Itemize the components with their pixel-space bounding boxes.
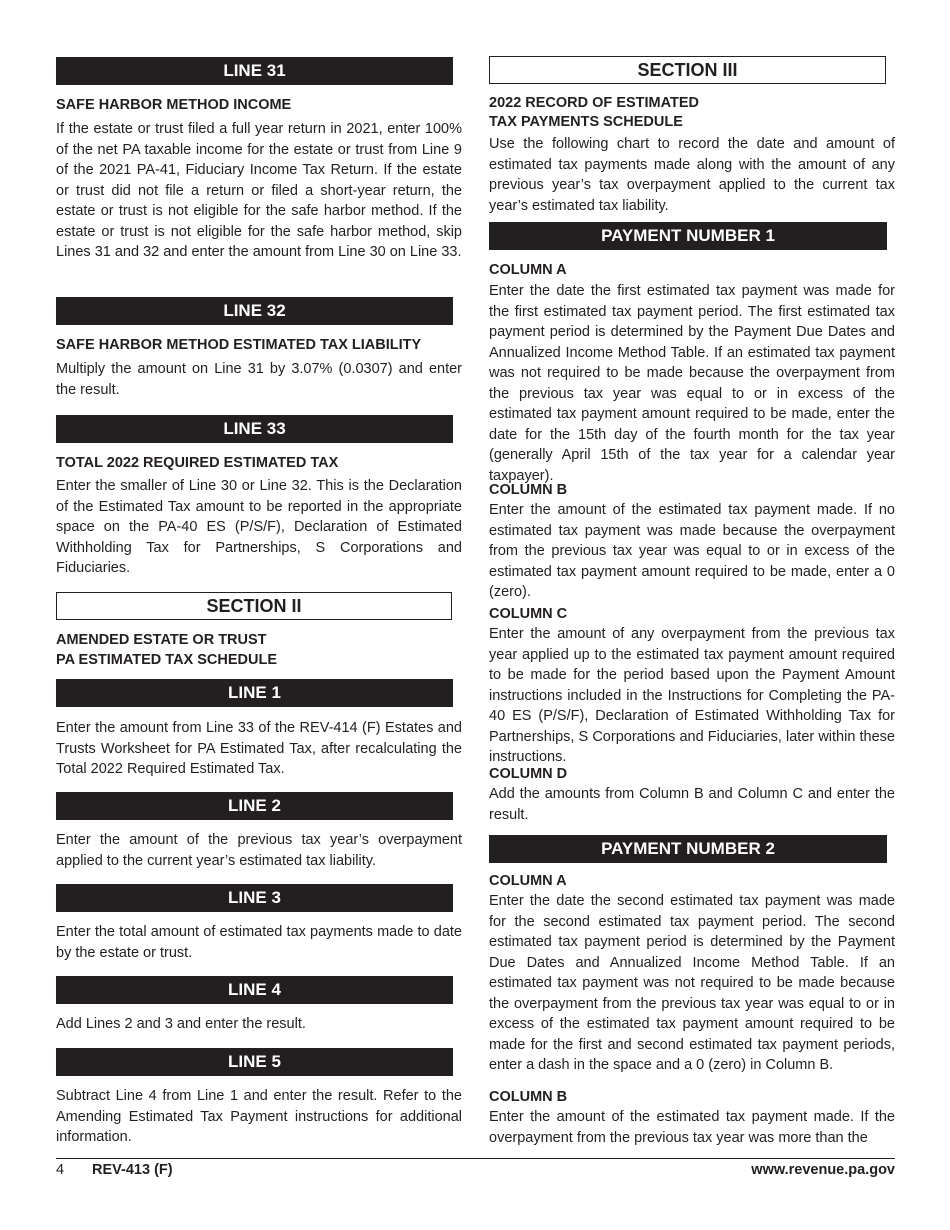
- line3-text: Enter the total amount of estimated tax payments made to date by the estate or trust.: [56, 924, 462, 961]
- line31-header: LINE 31: [56, 57, 453, 85]
- line1-header: LINE 1: [56, 679, 453, 707]
- line2-text: Enter the amount of the previous tax year’s overpayment applied to the current year’s estimated tax liability.: [56, 832, 462, 869]
- line31-text: If the estate or trust filed a full year return in 2021, enter 100% of the net PA taxable income for the estate or trust from Line 9 of the 2021 PA-41, Fiduciary Income Tax Return. If the estate or trust did not file a return or filed a short-year return, the estate or trust is not eligible for the safe harbor method. If the estate or trust is not eligible for the safe harbor method, skip Lines 31 and 32 and enter the amount from Line 30 on Line 33.: [56, 121, 462, 260]
- form-id: REV-413 (F): [92, 1162, 173, 1178]
- payment1-header: PAYMENT NUMBER 1: [489, 222, 887, 250]
- line3-header: LINE 3: [56, 884, 453, 912]
- line4-text: Add Lines 2 and 3 and enter the result.: [56, 1016, 306, 1032]
- line5-header: LINE 5: [56, 1048, 453, 1076]
- footer-rule: [56, 1158, 895, 1159]
- payment2-colB-text: Enter the amount of the estimated tax payment made. If the overpayment from the previous tax year was more than the: [489, 1109, 895, 1146]
- line33-text: Enter the smaller of Line 30 or Line 32. This is the Declaration of the Estimated Tax amount to be reported in the appropriate space on the PA-40 ES (P/S/F), Declaration of Estimated Withholding Tax for Partnerships, S Corporations and Fiduciaries.: [56, 478, 462, 576]
- section3-header: SECTION III: [489, 56, 886, 84]
- payment1-colD-text: Add the amounts from Column B and Column C and enter the result.: [489, 786, 895, 823]
- section3-text: Use the following chart to record the date and amount of estimated tax payments made along with the amount of any previous year’s tax overpayment applied to the current tax year’s estimated tax liability.: [489, 136, 895, 214]
- payment2-colA-heading: COLUMN A: [489, 873, 567, 889]
- payment2-colA-text: Enter the date the second estimated tax payment was made for the second estimated tax payment period. The second estimated tax payment period is determined by the Payment Due Dates and Annualized Income Method Table. If an estimated tax payment was not required to be made because the overpayment from the previous tax year was equal to or in excess of the estimated tax payment amount required to be made for the first and second estimated tax payment periods, enter a dash in the space and a 0 (zero) in Column B.: [489, 893, 895, 1073]
- section2-heading-line2: PA ESTIMATED TAX SCHEDULE: [56, 652, 277, 668]
- payment2-colB-heading: COLUMN B: [489, 1089, 568, 1105]
- payment1-colB-heading: COLUMN B: [489, 482, 568, 498]
- payment2-header: PAYMENT NUMBER 2: [489, 835, 887, 863]
- line32-text: Multiply the amount on Line 31 by 3.07% (0.0307) and enter the result.: [56, 361, 462, 398]
- line1-text: Enter the amount from Line 33 of the REV-414 (F) Estates and Trusts Worksheet for PA Estimated Tax, after recalculating the Total 2022 Required Estimated Tax.: [56, 720, 462, 777]
- line2-header: LINE 2: [56, 792, 453, 820]
- line33-heading: TOTAL 2022 REQUIRED ESTIMATED TAX: [56, 455, 339, 471]
- section2-heading-line1: AMENDED ESTATE OR TRUST: [56, 632, 267, 648]
- payment1-colC-text: Enter the amount of any overpayment from the previous tax year applied up to the estimated tax payment amount required to be made for the period based upon the Payment Amount instructions included in the Instructions for Completing the PA-40 ES (P/S/F), Declaration of Estimated Withholding Tax for Partnerships, S Corporations and Fiduciaries, later within these instructions.: [489, 626, 895, 765]
- payment1-colA-text: Enter the date the first estimated tax payment was made for the first estimated tax payment period. The first estimated tax payment period is determined by the Payment Due Dates and Annualized Income Method Table. If an estimated tax payment was not required to be made because the overpayment from the previous tax year was equal to or in excess of the estimated tax payment amount required to be made, enter the date for the 15th day of the fourth month for the tax year (generally April 15th of the tax year for a calendar year taxpayer).: [489, 283, 895, 484]
- line5-text: Subtract Line 4 from Line 1 and enter the result. Refer to the Amending Estimated Tax Payment instructions for additional information.: [56, 1088, 462, 1145]
- line31-heading: SAFE HARBOR METHOD INCOME: [56, 97, 292, 113]
- line32-header: LINE 32: [56, 297, 453, 325]
- section3-heading-line1: 2022 RECORD OF ESTIMATED: [489, 95, 700, 111]
- line32-heading: SAFE HARBOR METHOD ESTIMATED TAX LIABILITY: [56, 337, 422, 353]
- section2-header: SECTION II: [56, 592, 452, 620]
- payment1-colC-heading: COLUMN C: [489, 606, 568, 622]
- section3-heading-line2: TAX PAYMENTS SCHEDULE: [489, 114, 683, 130]
- page-number: 4: [56, 1162, 65, 1178]
- payment1-colA-heading: COLUMN A: [489, 262, 567, 278]
- line4-header: LINE 4: [56, 976, 453, 1004]
- website-link[interactable]: www.revenue.pa.gov: [751, 1162, 895, 1178]
- line33-header: LINE 33: [56, 415, 453, 443]
- payment1-colD-heading: COLUMN D: [489, 766, 568, 782]
- payment1-colB-text: Enter the amount of the estimated tax payment made. If no estimated tax payment was made because the overpayment from the previous tax year was equal to or in excess of the estimated tax payment amount required to be made, enter a 0 (zero).: [489, 502, 895, 600]
